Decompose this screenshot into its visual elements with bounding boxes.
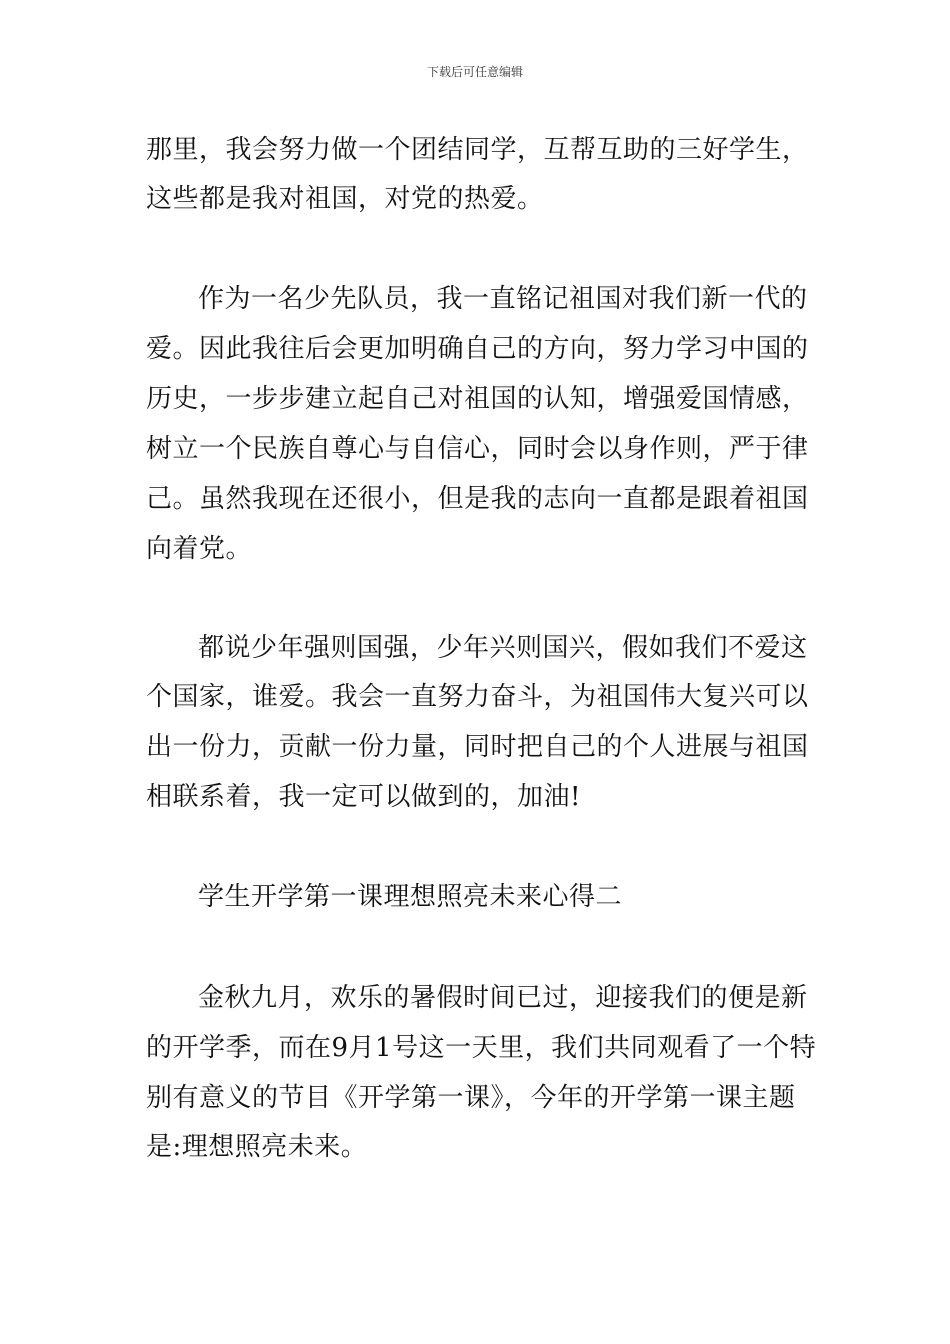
text-line: 的开学季，而在9月1号这一天里，我们共同观看了一个特 [146, 1033, 817, 1063]
page-header: 下载后可任意编辑 [426, 65, 523, 79]
text-line: 是:理想照亮未来。 [146, 1132, 368, 1162]
text-line: 历史，一步步建立起自己对祖国的认知，增强爱国情感， [146, 384, 809, 414]
text-line: 都说少年强则国强，少年兴则国兴，假如我们不爱这 [198, 633, 808, 663]
text-line: 这些都是我对祖国，对党的热爱。 [146, 184, 544, 214]
text-line: 相联系着，我一定可以做到的，加油! [146, 782, 581, 812]
text-line: 个国家，谁爱。我会一直努力奋斗，为祖国伟大复兴可以 [146, 682, 809, 712]
text-line: 作为一名少先队员，我一直铭记祖国对我们新一代的 [198, 284, 808, 314]
text-line: 向着党。 [146, 534, 253, 564]
text-line: 出一份力，贡献一份力量，同时把自己的个人进展与祖国 [146, 732, 809, 762]
text-line: 己。虽然我现在还很小，但是我的志向一直都是跟着祖国 [146, 484, 809, 514]
section-heading: 学生开学第一课理想照亮未来心得二 [198, 882, 623, 912]
text-line: 爱。因此我往后会更加明确自己的方向，努力学习中国的 [146, 334, 809, 364]
text-line: 别有意义的节目《开学第一课》，今年的开学第一课主题 [146, 1083, 796, 1113]
text-line: 那里，我会努力做一个团结同学，互帮互助的三好学生， [146, 135, 809, 165]
text-line: 树立一个民族自尊心与自信心，同时会以身作则，严于律 [146, 434, 809, 464]
text-line: 金秋九月，欢乐的暑假时间已过，迎接我们的便是新 [198, 983, 808, 1013]
